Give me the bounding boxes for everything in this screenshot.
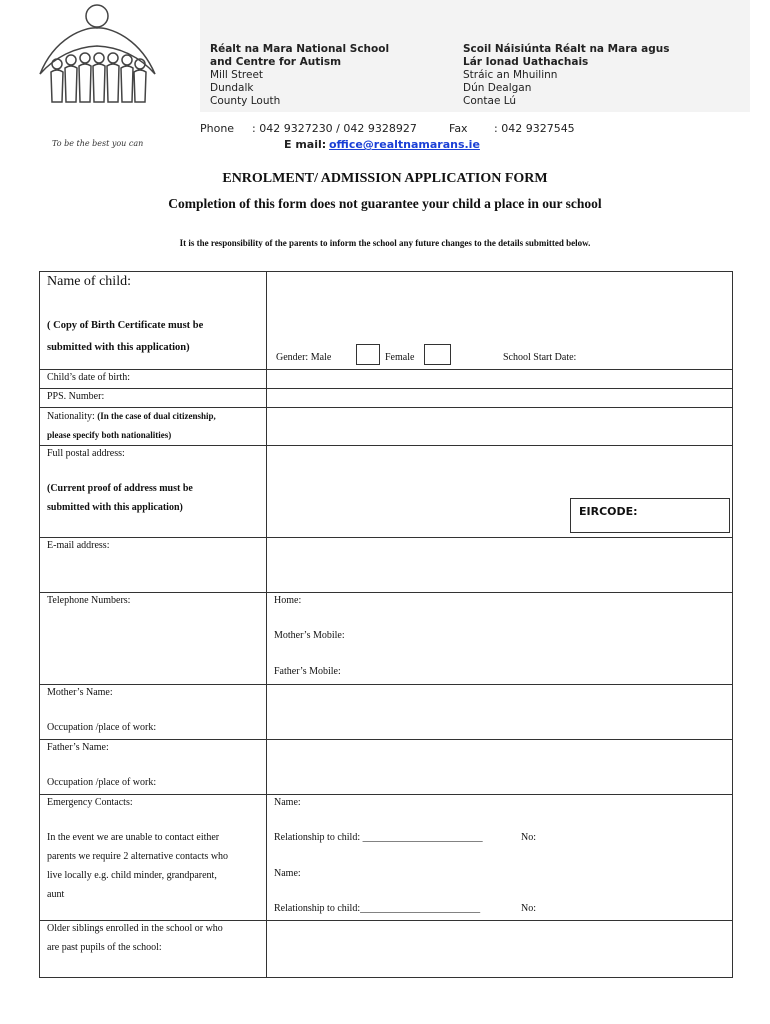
row-divider (40, 739, 732, 740)
emergency-note-2: parents we require 2 alternative contacts who (47, 851, 229, 862)
emergency-contacts-label: Emergency Contacts: (47, 797, 133, 808)
row-divider (40, 388, 732, 389)
form-title: ENROLMENT/ ADMISSION APPLICATION FORM (222, 171, 548, 186)
email-link[interactable]: office@realtnamarans.ie (329, 138, 480, 151)
centre-name-english: and Centre for Autism (210, 56, 342, 68)
pps-label: PPS. Number: (47, 391, 105, 402)
eircode-field[interactable]: EIRCODE: (570, 498, 730, 533)
birth-cert-note-1: ( Copy of Birth Certificate must be (47, 320, 204, 331)
emergency-note-1: In the event we are unable to contact either (47, 832, 220, 843)
gender-female-checkbox[interactable] (424, 344, 451, 365)
row-divider (40, 445, 732, 446)
phone-value: : 042 9327230 / 042 9328927 (252, 122, 417, 135)
row-divider (40, 794, 732, 795)
gender-label: Gender: Male (276, 352, 332, 363)
name-of-child-label: Name of child: (47, 274, 131, 289)
father-occupation-label: Occupation /place of work: (47, 777, 157, 788)
school-logo (35, 2, 160, 114)
address-town: Dundalk (210, 82, 254, 94)
row-divider (40, 684, 732, 685)
address-street-irish: Stráic an Mhuilinn (463, 69, 558, 81)
school-address-english (210, 43, 389, 108)
mother-mobile-label: Mother’s Mobile: (274, 630, 345, 641)
nationality-text: Nationality: (47, 411, 95, 422)
row-divider (40, 407, 732, 408)
gender-female-label: Female (385, 352, 415, 363)
telephone-label: Telephone Numbers: (47, 595, 131, 606)
enrolment-form-table (39, 271, 733, 978)
row-divider (40, 592, 732, 593)
school-address-irish (463, 43, 669, 108)
home-phone-label: Home: (274, 595, 302, 606)
emergency-relationship-1-label: Relationship to child: ________________________ (274, 832, 483, 843)
emergency-name-2-label: Name: (274, 868, 301, 879)
gender-male-checkbox[interactable] (356, 344, 380, 365)
school-start-date-label: School Start Date: (503, 352, 577, 363)
address-county: County Louth (210, 95, 281, 107)
email-label: E mail: (284, 138, 327, 151)
emergency-relationship-2-label: Relationship to child:________________________ (274, 903, 481, 914)
nationality-note-2: please specify both nationalities) (47, 430, 172, 440)
father-name-label: Father’s Name: (47, 742, 109, 753)
row-divider (40, 920, 732, 921)
emergency-number-2-label: No: (521, 903, 536, 914)
father-mobile-label: Father’s Mobile: (274, 666, 341, 677)
emergency-name-1-label: Name: (274, 797, 301, 808)
centre-name-irish: Lár Ionad Uathachais (463, 56, 589, 68)
nationality-label (47, 409, 216, 424)
school-motto: To be the best you can (52, 139, 144, 148)
form-subtitle: Completion of this form does not guarantee your child a place in our school (168, 196, 602, 211)
emergency-note-3: live locally e.g. child minder, grandparent, (47, 870, 217, 881)
row-divider (40, 537, 732, 538)
emergency-note-4: aunt (47, 889, 65, 900)
school-name-english: Réalt na Mara National School (210, 43, 390, 55)
mother-occupation-label: Occupation /place of work: (47, 722, 157, 733)
fax-value: : 042 9327545 (494, 122, 575, 135)
address-county-irish: Contae Lú (463, 95, 517, 107)
siblings-label-1: Older siblings enrolled in the school or who (47, 923, 223, 934)
row-divider (40, 369, 732, 370)
fax-label: Fax (449, 122, 468, 135)
school-name-irish: Scoil Náisiúnta Réalt na Mara agus (463, 43, 670, 55)
address-proof-note-1: (Current proof of address must be (47, 483, 193, 494)
dob-label: Child’s date of birth: (47, 372, 131, 383)
column-divider (266, 272, 267, 977)
birth-cert-note-2: submitted with this application) (47, 342, 190, 353)
postal-address-label: Full postal address: (47, 448, 125, 459)
form-note: It is the responsibility of the parents to inform the school any future changes to the details submitted below. (179, 238, 591, 248)
mother-name-label: Mother’s Name: (47, 687, 113, 698)
address-street: Mill Street (210, 69, 264, 81)
phone-label: Phone (200, 122, 235, 135)
address-proof-note-2: submitted with this application) (47, 502, 183, 513)
nationality-note-1: (In the case of dual citizenship, (97, 411, 216, 421)
siblings-label-2: are past pupils of the school: (47, 942, 162, 953)
emergency-number-1-label: No: (521, 832, 536, 843)
address-town-irish: Dún Dealgan (463, 82, 532, 94)
email-address-label: E-mail address: (47, 540, 110, 551)
